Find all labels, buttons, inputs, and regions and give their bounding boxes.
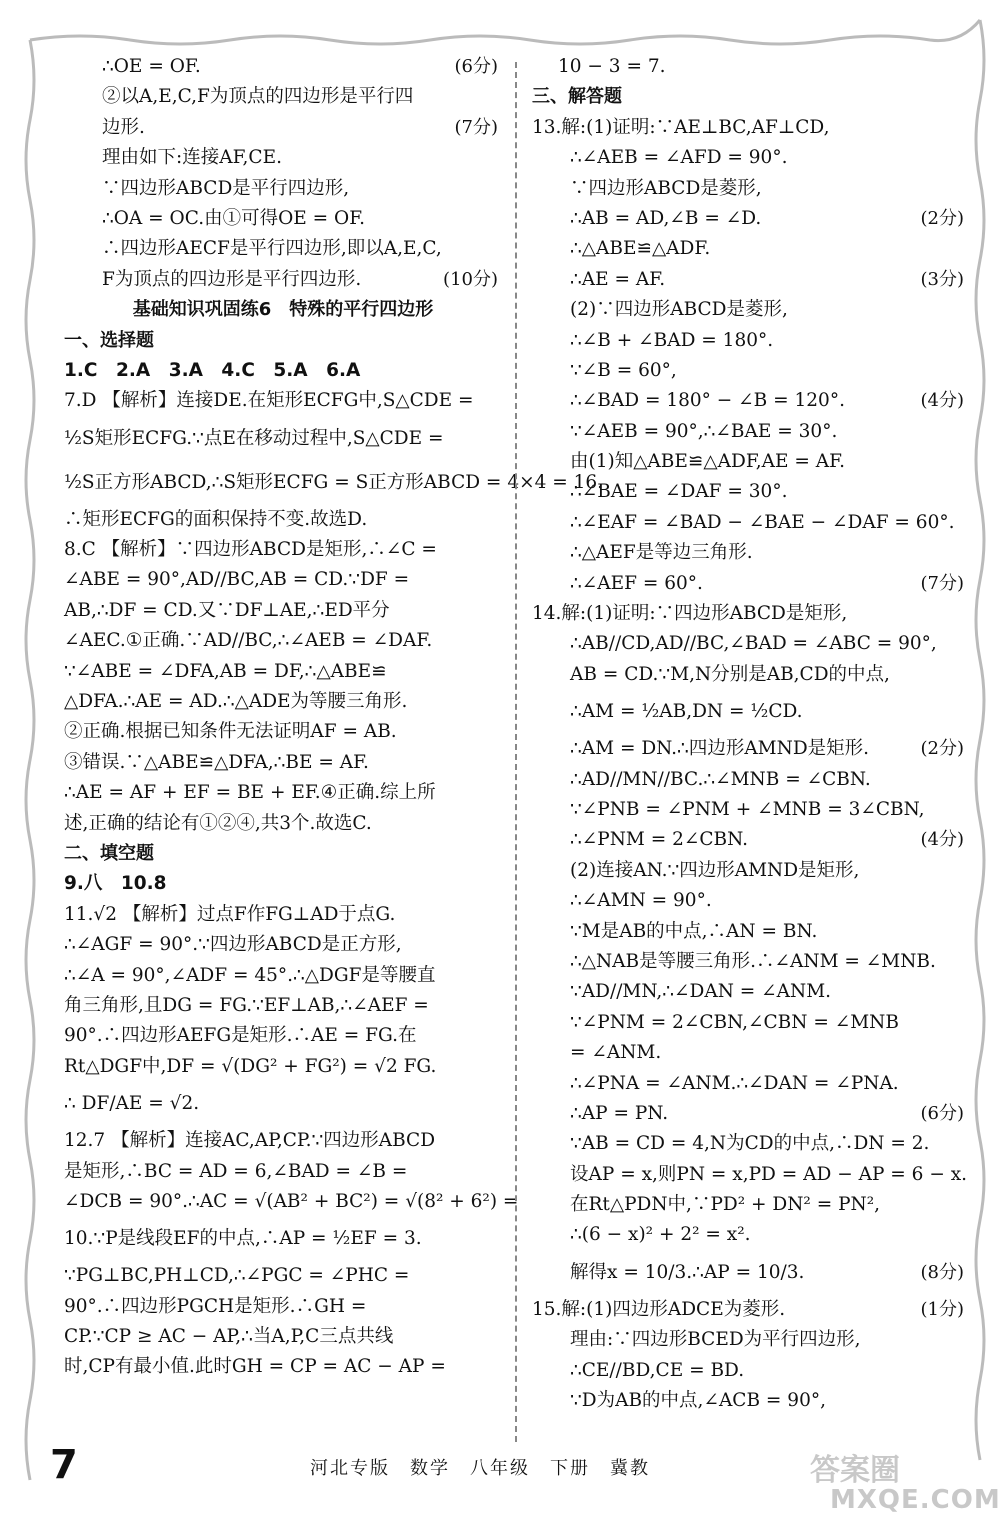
line-text: 理由如下:连接AF,CE. (102, 147, 282, 169)
left-line (64, 565, 502, 595)
score-mark: (1分) (920, 1298, 964, 1320)
line-text: ½S矩形ECFG.∵点E在移动过程中,S△CDE = (64, 427, 444, 449)
left-line (64, 1322, 502, 1352)
left-line (64, 234, 502, 264)
left-line (64, 505, 502, 535)
line-text: ∴∠BAD = 180° − ∠B = 120°. (570, 390, 845, 412)
left-line (64, 930, 502, 960)
line-text: 1.C 2.A 3.A 4.C 5.A 6.A (64, 359, 361, 381)
line-text: ∵∠B = 60°, (570, 359, 677, 381)
left-line (64, 265, 502, 295)
page-number: 7 (50, 1442, 78, 1488)
column-divider (515, 62, 517, 1442)
left-line (64, 809, 502, 839)
line-text: ∴∠AEB = ∠AFD = 90°. (570, 147, 788, 169)
right-line (532, 82, 968, 112)
line-text: 由(1)知△ABE≌△ADF,AE = AF. (570, 451, 845, 473)
left-line (64, 657, 502, 687)
line-text: F为顶点的四边形是平行四边形. (102, 268, 362, 290)
line-text: ∵∠AEB = 90°,∴∠BAE = 30°. (570, 420, 838, 442)
right-line (532, 734, 968, 764)
line-text: ∵AB = CD = 4,N为CD的中点,∴DN = 2. (570, 1133, 930, 1155)
line-text: ∠DCB = 90°.∴AC = √(AB² + BC²) = √(8² + 6²) = (64, 1190, 519, 1212)
right-column (532, 52, 968, 1416)
line-text: ∵四边形ABCD是平行四边形, (102, 177, 350, 199)
line-text: ∴AP = PN. (570, 1102, 669, 1124)
right-line (532, 629, 968, 659)
left-line (64, 326, 502, 356)
right-line (532, 234, 968, 264)
line-text: △DFA.∴AE = AD.∴△ADE为等腰三角形. (64, 691, 408, 713)
line-text: (2)∵四边形ABCD是菱形, (570, 299, 788, 321)
left-line (64, 1261, 502, 1291)
right-line (532, 1356, 968, 1386)
line-text: 14.解:(1)证明:∵四边形ABCD是矩形, (532, 603, 848, 625)
line-text: ∴AB//CD,AD//BC,∠BAD = ∠ABC = 90°, (570, 633, 937, 655)
left-line (64, 1157, 502, 1187)
left-line (64, 535, 502, 565)
line-text: ∵四边形ABCD是菱形, (570, 177, 762, 199)
line-text: 10 − 3 = 7. (558, 56, 666, 77)
right-line (532, 977, 968, 1007)
right-line (532, 417, 968, 447)
line-text: ∴∠AMN = 90°. (570, 890, 712, 912)
line-text: = ∠ANM. (570, 1042, 662, 1064)
left-line (64, 900, 502, 930)
left-line (64, 1217, 502, 1261)
line-text: 边形. (102, 116, 145, 138)
line-text: ∴矩形ECFG的面积保持不变.故选D. (64, 508, 368, 530)
right-line (532, 1325, 968, 1355)
line-text: AB,∴DF = CD.又∵DF⊥AE,∴ED平分 (64, 599, 390, 621)
right-line (532, 1160, 968, 1190)
watermark-title: 答案圈 (810, 1453, 900, 1488)
right-line (532, 825, 968, 855)
line-text: ∴AM = ½AB,DN = ½CD. (570, 701, 803, 723)
line-text: ∴△ABE≌△ADF. (570, 238, 711, 260)
left-line (64, 113, 502, 143)
right-line (532, 295, 968, 325)
right-line (532, 143, 968, 173)
right-line (532, 265, 968, 295)
line-text: ∴∠A = 90°,∠ADF = 45°.∴△DGF是等腰直 (64, 964, 436, 986)
line-text: 在Rt△PDN中,∵PD² + DN² = PN², (570, 1194, 881, 1216)
right-line (532, 326, 968, 356)
line-text: 90°.∴四边形PGCH是矩形.∴GH = (64, 1295, 367, 1317)
left-line (64, 717, 502, 747)
right-line (532, 386, 968, 416)
left-line (64, 1187, 519, 1217)
right-line (532, 886, 968, 916)
right-line (532, 204, 968, 234)
line-text: (2)连接AN.∵四边形AMND是矩形, (570, 859, 860, 881)
right-line (532, 1295, 968, 1325)
right-line (532, 113, 968, 143)
line-text: 8.C 【解析】∵四边形ABCD是矩形,∴∠C = (64, 539, 437, 561)
line-text: 11.√2 【解析】过点F作FG⊥AD于点G. (64, 903, 396, 925)
line-text: ∵∠PNB = ∠PNM + ∠MNB = 3∠CBN, (570, 798, 925, 820)
line-text: ∵D为AB的中点,∠ACB = 90°, (570, 1390, 826, 1412)
line-text: ∵∠ABE = ∠DFA,AB = DF,∴△ABE≌ (64, 660, 387, 682)
line-text: ∴OA = OC.由①可得OE = OF. (102, 207, 366, 229)
score-mark: (10分) (443, 268, 498, 290)
score-mark: (8分) (920, 1261, 964, 1283)
line-text: ½S正方形ABCD,∴S矩形ECFG = S正方形ABCD = 4×4 = 16. (64, 471, 604, 493)
line-text: 9.八 10.8 (64, 873, 167, 895)
right-line (532, 52, 968, 82)
left-line (64, 295, 502, 325)
line-text: ∴∠B + ∠BAD = 180°. (570, 329, 774, 351)
line-text: ∵AD//MN,∴∠DAN = ∠ANM. (570, 981, 832, 1003)
line-text: ∴ DF/AE = √2. (64, 1093, 200, 1115)
right-line (532, 1008, 968, 1038)
left-line (64, 82, 502, 112)
right-line (532, 508, 968, 538)
left-line (64, 52, 502, 82)
left-line (64, 596, 502, 626)
right-line (532, 947, 968, 977)
line-text: 90°.∴四边形AEFG是矩形.∴AE = FG.在 (64, 1025, 417, 1047)
right-line (532, 1099, 968, 1129)
line-text: 15.解:(1)四边形ADCE为菱形. (532, 1298, 786, 1320)
line-text: ∴△AEF是等边三角形. (570, 542, 753, 564)
line-text: ∴OE = OF. (102, 56, 201, 77)
score-mark: (4分) (920, 390, 964, 412)
line-text: ∴(6 − x)² + 2² = x². (570, 1224, 751, 1246)
line-text: 三、解答题 (532, 86, 622, 108)
line-text: ③错误.∵△ABE≌△DFA,∴BE = AF. (64, 751, 369, 773)
line-text: 13.解:(1)证明:∵AE⊥BC,AF⊥CD, (532, 116, 830, 138)
left-line (64, 1021, 502, 1051)
left-line (64, 386, 502, 416)
watermark-url: MXQE.COM (830, 1485, 1001, 1515)
line-text: ②正确.根据已知条件无法证明AF = AB. (64, 721, 397, 743)
right-line (532, 690, 968, 734)
line-text: 解得x = 10/3.∴AP = 10/3. (570, 1261, 805, 1283)
score-mark: (2分) (920, 738, 964, 760)
right-line (532, 1190, 968, 1220)
left-line (64, 1292, 502, 1322)
left-line (64, 417, 502, 461)
right-line (532, 1069, 968, 1099)
line-text: 一、选择题 (64, 329, 154, 351)
left-line (64, 748, 502, 778)
line-text: CP.∵CP ≥ AC − AP,∴当A,P,C三点共线 (64, 1326, 394, 1348)
watermark-logo (800, 1445, 1001, 1525)
line-text: 7.D 【解析】连接DE.在矩形ECFG中,S△CDE = (64, 390, 474, 412)
right-line (532, 1220, 968, 1250)
line-text: ∴AE = AF. (570, 268, 666, 290)
line-text: 12.7 【解析】连接AC,AP,CP.∵四边形ABCD (64, 1130, 436, 1152)
right-line (532, 917, 968, 947)
line-text: ∴∠AGF = 90°.∵四边形ABCD是正方形, (64, 934, 402, 956)
right-line (532, 1251, 968, 1295)
right-line (532, 1038, 968, 1068)
line-text: ∴AB = AD,∠B = ∠D. (570, 207, 762, 229)
line-text: AB = CD.∵M,N分别是AB,CD的中点, (570, 663, 890, 685)
line-text: ∴CE//BD,CE = BD. (570, 1359, 745, 1381)
left-line (64, 1082, 502, 1126)
right-line (532, 660, 968, 690)
left-line (64, 961, 502, 991)
line-text: ②以A,E,C,F为顶点的四边形是平行四 (102, 86, 414, 108)
left-line (64, 356, 502, 386)
line-text: ∠ABE = 90°,AD//BC,AB = CD.∵DF = (64, 569, 410, 591)
score-mark: (2分) (920, 207, 964, 229)
line-text: ∴AE = AF + EF = BE + EF.④正确.综上所 (64, 782, 436, 804)
left-line (64, 839, 502, 869)
line-text: 理由:∵四边形BCED为平行四边形, (570, 1329, 861, 1351)
line-text: 10.∵P是线段EF的中点,∴AP = ½EF = 3. (64, 1228, 422, 1250)
score-mark: (7分) (920, 572, 964, 594)
line-text: ∴AD//MN//BC.∴∠MNB = ∠CBN. (570, 768, 871, 790)
right-line (532, 174, 968, 204)
right-line (532, 356, 968, 386)
left-line (64, 1352, 502, 1382)
left-line (64, 1126, 502, 1156)
line-text: ∴∠EAF = ∠BAD − ∠BAE − ∠DAF = 60°. (570, 511, 955, 533)
left-line (64, 204, 502, 234)
line-text: ∴AM = DN.∴四边形AMND是矩形. (570, 738, 870, 760)
left-line (64, 626, 502, 656)
right-line (532, 765, 968, 795)
line-text: 基础知识巩固练6 特殊的平行四边形 (132, 299, 434, 321)
line-text: 述,正确的结论有①②④,共3个.故选C. (64, 812, 372, 834)
right-line (532, 447, 968, 477)
line-text: ∴∠AEF = 60°. (570, 572, 703, 594)
score-mark: (7分) (454, 116, 498, 138)
right-line (532, 477, 968, 507)
line-text: 设AP = x,则PN = x,PD = AD − AP = 6 − x. (570, 1163, 968, 1185)
line-text: ∵∠PNM = 2∠CBN,∠CBN = ∠MNB (570, 1011, 899, 1033)
left-line (64, 869, 502, 899)
left-line (64, 687, 502, 717)
line-text: 是矩形,∴BC = AD = 6,∠BAD = ∠B = (64, 1160, 408, 1182)
footer-edition-text: 河北专版 数学 八年级 下册 冀教 (310, 1458, 650, 1479)
right-line (532, 795, 968, 825)
line-text: 二、填空题 (64, 842, 154, 864)
left-line (64, 174, 502, 204)
line-text: 角三角形,且DG = FG.∵EF⊥AB,∴∠AEF = (64, 994, 429, 1016)
line-text: ∴∠PNA = ∠ANM.∴∠DAN = ∠PNA. (570, 1072, 899, 1094)
score-mark: (6分) (920, 1102, 964, 1124)
right-line (532, 856, 968, 886)
score-mark: (3分) (920, 268, 964, 290)
line-text: ∴∠PNM = 2∠CBN. (570, 829, 749, 851)
left-line (64, 461, 604, 505)
right-line (532, 1386, 968, 1416)
score-mark: (4分) (920, 829, 964, 851)
left-line (64, 778, 502, 808)
line-text: Rt△DGF中,DF = √(DG² + FG²) = √2 FG. (64, 1055, 437, 1077)
right-line (532, 569, 968, 599)
line-text: 时,CP有最小值.此时GH = CP = AC − AP = (64, 1356, 446, 1378)
line-text: ∵M是AB的中点,∴AN = BN. (570, 920, 818, 942)
left-line (64, 991, 502, 1021)
right-line (532, 1129, 968, 1159)
score-mark: (6分) (454, 56, 498, 77)
answer-page (58, 52, 970, 1442)
line-text: ∠AEC.①正确.∵AD//BC,∴∠AEB = ∠DAF. (64, 630, 433, 652)
left-line (64, 1052, 502, 1082)
line-text: ∴△NAB是等腰三角形.∴∠ANM = ∠MNB. (570, 950, 936, 972)
left-line (64, 143, 502, 173)
line-text: ∴∠BAE = ∠DAF = 30°. (570, 481, 788, 503)
right-line (532, 538, 968, 568)
line-text: ∵PG⊥BC,PH⊥CD,∴∠PGC = ∠PHC = (64, 1265, 410, 1287)
right-line (532, 599, 968, 629)
line-text: ∴四边形AECF是平行四边形,即以A,E,C, (102, 238, 442, 260)
